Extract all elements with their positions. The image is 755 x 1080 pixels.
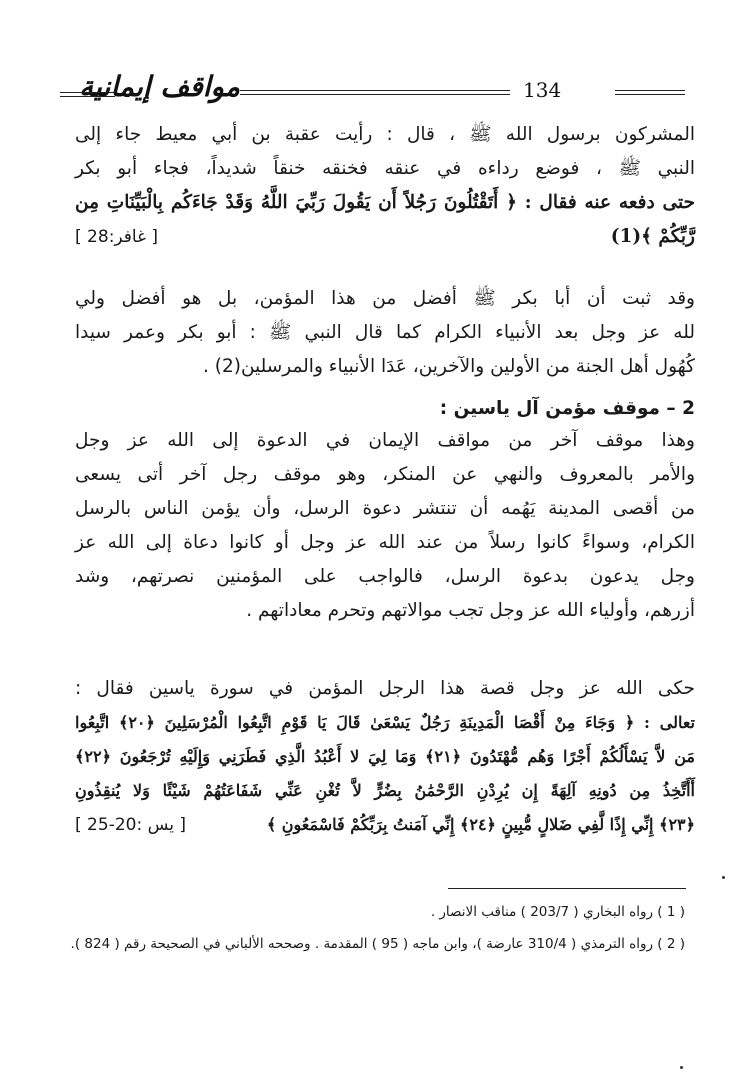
section-2 (75, 400, 695, 628)
verse-reference: [ غافر:28 ] (75, 227, 159, 247)
header-rule-middle (240, 90, 510, 95)
paragraph-4 (75, 672, 695, 842)
text-line: وجل يدعون بدعوة الرسل، فالواجب على المؤمنين نصرتهم، وشد (75, 566, 695, 587)
text-line: النبي ﷺ ، فوضع رداءه في عنقه فخنقه خنقاً شديداً، فجاء أبو بكر (75, 158, 695, 179)
paragraph-2 (75, 282, 695, 384)
scan-speck (680, 1066, 683, 1069)
footnote-divider (448, 888, 686, 889)
text-line: المشركون برسول الله ﷺ ، قال : رأيت عقبة بن أبي معيط جاء إلى (75, 124, 695, 145)
running-title: مواقف إيمانية (79, 70, 240, 103)
text-line (75, 220, 695, 254)
text-line: حكى الله عز وجل قصة هذا الرجل المؤمن في سورة ياسين فقال : (75, 678, 695, 699)
verse-ending: ﴿٢٣﴾ إِنِّي إِذًا لَّفِي ضَلالٍ مُّبِينٍ ﴿٢٤﴾ إِنِّي آمَنتُ بِرَبِّكُمْ فَاسْمَعُونِ ﴾ (266, 815, 695, 834)
text-line: أزرهم، وأولياء الله عز وجل تجب موالاتهم وتحرم معاداتهم . (246, 600, 695, 621)
paragraph-1 (75, 118, 695, 254)
page-header (60, 68, 685, 116)
text-line: حتى دفعه عنه فقال : ﴿ أَتَقْتُلُونَ رَجُلاً أَن يَقُولَ رَبِّيَ اللَّهُ وَقَدْ جَاءَكُم بِالْبَيِّنَاتِ مِن (75, 192, 695, 213)
text-line (75, 808, 695, 842)
text-line: الكرام، وسواءً كانوا رسلاً من عند الله عز وجل أو كانوا دعاة إلى الله عز (75, 532, 695, 553)
text-line: والأمر بالمعروف والنهي عن المنكر، وهو موقف رجل آخر أتى يسعى (75, 464, 695, 485)
text-line: مَن لاَّ يَسْأَلُكُمْ أَجْرًا وَهُم مُّهْتَدُونَ ﴿٢١﴾ وَمَا لِيَ لا أَعْبُدُ الَّذِي فَطَرَنِي وَإِلَيْهِ تُرْجَعُونَ ﴿٢٢﴾ (75, 747, 695, 766)
text-line: لله عز وجل بعد الأنبياء الكرام كما قال النبي ﷺ : أبو بكر وعمر سيدا (75, 322, 695, 343)
footnote-1: ( 1 ) رواه البخاري ( 203/7 ) مناقب الانصار . (430, 904, 685, 920)
text-line: وهذا موقف آخر من مواقف الإيمان في الدعوة إلى الله عز وجل (75, 430, 695, 451)
verse-ending: رَّبِّكُمْ ﴾(1) (610, 226, 695, 247)
text-line: تعالى : ﴿ وَجَاءَ مِنْ أَقْصَا الْمَدِينَةِ رَجُلٌ يَسْعَىٰ قَالَ يَا قَوْمِ اتَّبِعُوا الْمُرْسَلِينَ ﴿٢٠﴾ اتَّبِعُوا (75, 713, 695, 732)
scan-speck (722, 876, 725, 879)
text-line: أَأَتَّخِذُ مِن دُونِهِ آلِهَةً إِن يُرِدْنِ الرَّحْمَٰنُ بِضُرٍّ لاَّ تُغْنِ عَنِّي شَفَاعَتُهُمْ شَيْئًا وَلا يُنقِذُونِ (75, 781, 695, 800)
text-line: كُهُول أهل الجنة من الأولين والآخرين، عَدَا الأنبياء والمرسلين(2) . (202, 356, 695, 377)
verse-reference: [ يس :20-25 ] (75, 815, 187, 835)
text-line: من أقصى المدينة يَهُمه أن تنتشر دعوة الرسل، وأن يؤمن الناس بالرسل (75, 498, 695, 519)
header-rule-right (615, 90, 685, 95)
section-heading: 2 – موقف مؤمن آل ياسين : (439, 398, 695, 419)
page-number: 134 (523, 78, 562, 102)
text-line: وقد ثبت أن أبا بكر ﷺ أفضل من هذا المؤمن، بل هو أفضل ولي (75, 288, 695, 309)
footnote-2: ( 2 ) رواه الترمذي ( 310/4 عارضة )، وابن ماجه ( 95 ) المقدمة . وصححه الألباني في الصحيحة رقم ( 824 ). (70, 936, 685, 952)
header-rule-left (60, 92, 115, 97)
